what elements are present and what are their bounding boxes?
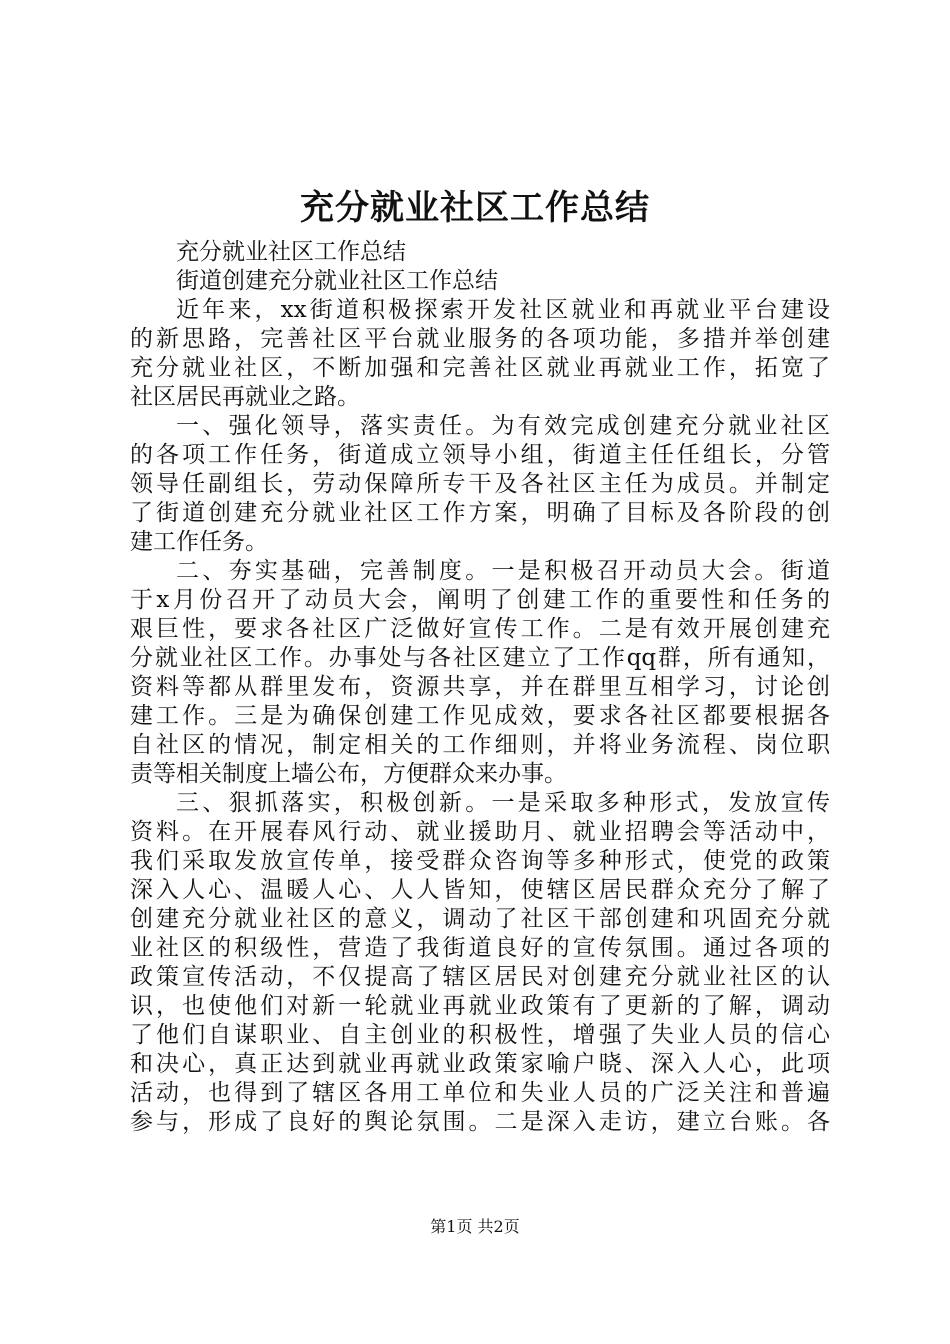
paragraph-line: 一、强化领导，落实责任。为有效完成创建充分就业社区 [176, 413, 830, 439]
paragraph-line: 识，也使他们对新一轮就业再就业政策有了更新的了解，调动 [130, 993, 830, 1019]
document-title: 充分就业社区工作总结 [300, 188, 650, 228]
paragraph-line: 了街道创建充分就业社区工作方案，明确了目标及各阶段的创 [130, 500, 830, 526]
paragraph-line: 充分就业社区，不断加强和完善社区就业再就业工作，拓宽了 [130, 355, 830, 381]
paragraph-line: 的新思路，完善社区平台就业服务的各项功能，多措并举创建 [130, 326, 830, 352]
paragraph-line: 活动，也得到了辖区各用工单位和失业人员的广泛关注和普遍 [130, 1080, 830, 1106]
paragraph-line: 和决心，真正达到就业再就业政策家喻户晓、深入人心，此项 [130, 1051, 830, 1077]
paragraph-line: 建工作任务。 [130, 529, 268, 555]
paragraph-line: 自社区的情况，制定相关的工作细则，并将业务流程、岗位职 [130, 732, 830, 758]
paragraph-line: 责等相关制度上墙公布，方便群众来办事。 [130, 761, 567, 787]
document-body [130, 238, 830, 1137]
paragraph-line: 资料等都从群里发布，资源共享，并在群里互相学习，讨论创 [130, 674, 830, 700]
subtitle-line: 充分就业社区工作总结 [176, 239, 406, 265]
paragraph-line: 建工作。三是为确保创建工作见成效，要求各社区都要根据各 [130, 703, 830, 729]
page-number-footer: 第1页 共2页 [430, 1217, 520, 1236]
paragraph-line: 参与，形成了良好的舆论氛围。二是深入走访，建立台账。各 [130, 1109, 830, 1135]
paragraph-line: 于x月份召开了动员大会，阐明了创建工作的重要性和任务的 [130, 587, 830, 613]
paragraph-line: 艰巨性，要求各社区广泛做好宣传工作。二是有效开展创建充 [130, 616, 830, 642]
paragraph-line: 业社区的积级性，营造了我街道良好的宣传氛围。通过各项的 [130, 935, 830, 961]
paragraph-line: 政策宣传活动，不仅提高了辖区居民对创建充分就业社区的认 [130, 964, 830, 990]
paragraph-line: 分就业社区工作。办事处与各社区建立了工作qq群，所有通知， [130, 645, 830, 671]
paragraph-line: 深入人心、温暖人心、人人皆知，使辖区居民群众充分了解了 [130, 877, 830, 903]
paragraph-line: 我们采取发放宣传单，接受群众咨询等多种形式，使党的政策 [130, 848, 830, 874]
paragraph-line: 近年来，xx街道积极探索开发社区就业和再就业平台建设 [176, 297, 830, 323]
paragraph-line: 社区居民再就业之路。 [130, 384, 360, 410]
paragraph-line: 资料。在开展春风行动、就业援助月、就业招聘会等活动中， [130, 819, 830, 845]
paragraph-line: 三、狠抓落实，积极创新。一是采取多种形式，发放宣传 [176, 790, 830, 816]
paragraph-line: 了他们自谋职业、自主创业的积极性，增强了失业人员的信心 [130, 1022, 830, 1048]
subtitle-line: 街道创建充分就业社区工作总结 [176, 268, 498, 294]
paragraph-line: 的各项工作任务，街道成立领导小组，街道主任任组长，分管 [130, 442, 830, 468]
paragraph-line: 领导任副组长，劳动保障所专干及各社区主任为成员。并制定 [130, 471, 830, 497]
paragraph-line: 创建充分就业社区的意义，调动了社区干部创建和巩固充分就 [130, 906, 830, 932]
paragraph-line: 二、夯实基础，完善制度。一是积极召开动员大会。街道 [176, 558, 830, 584]
